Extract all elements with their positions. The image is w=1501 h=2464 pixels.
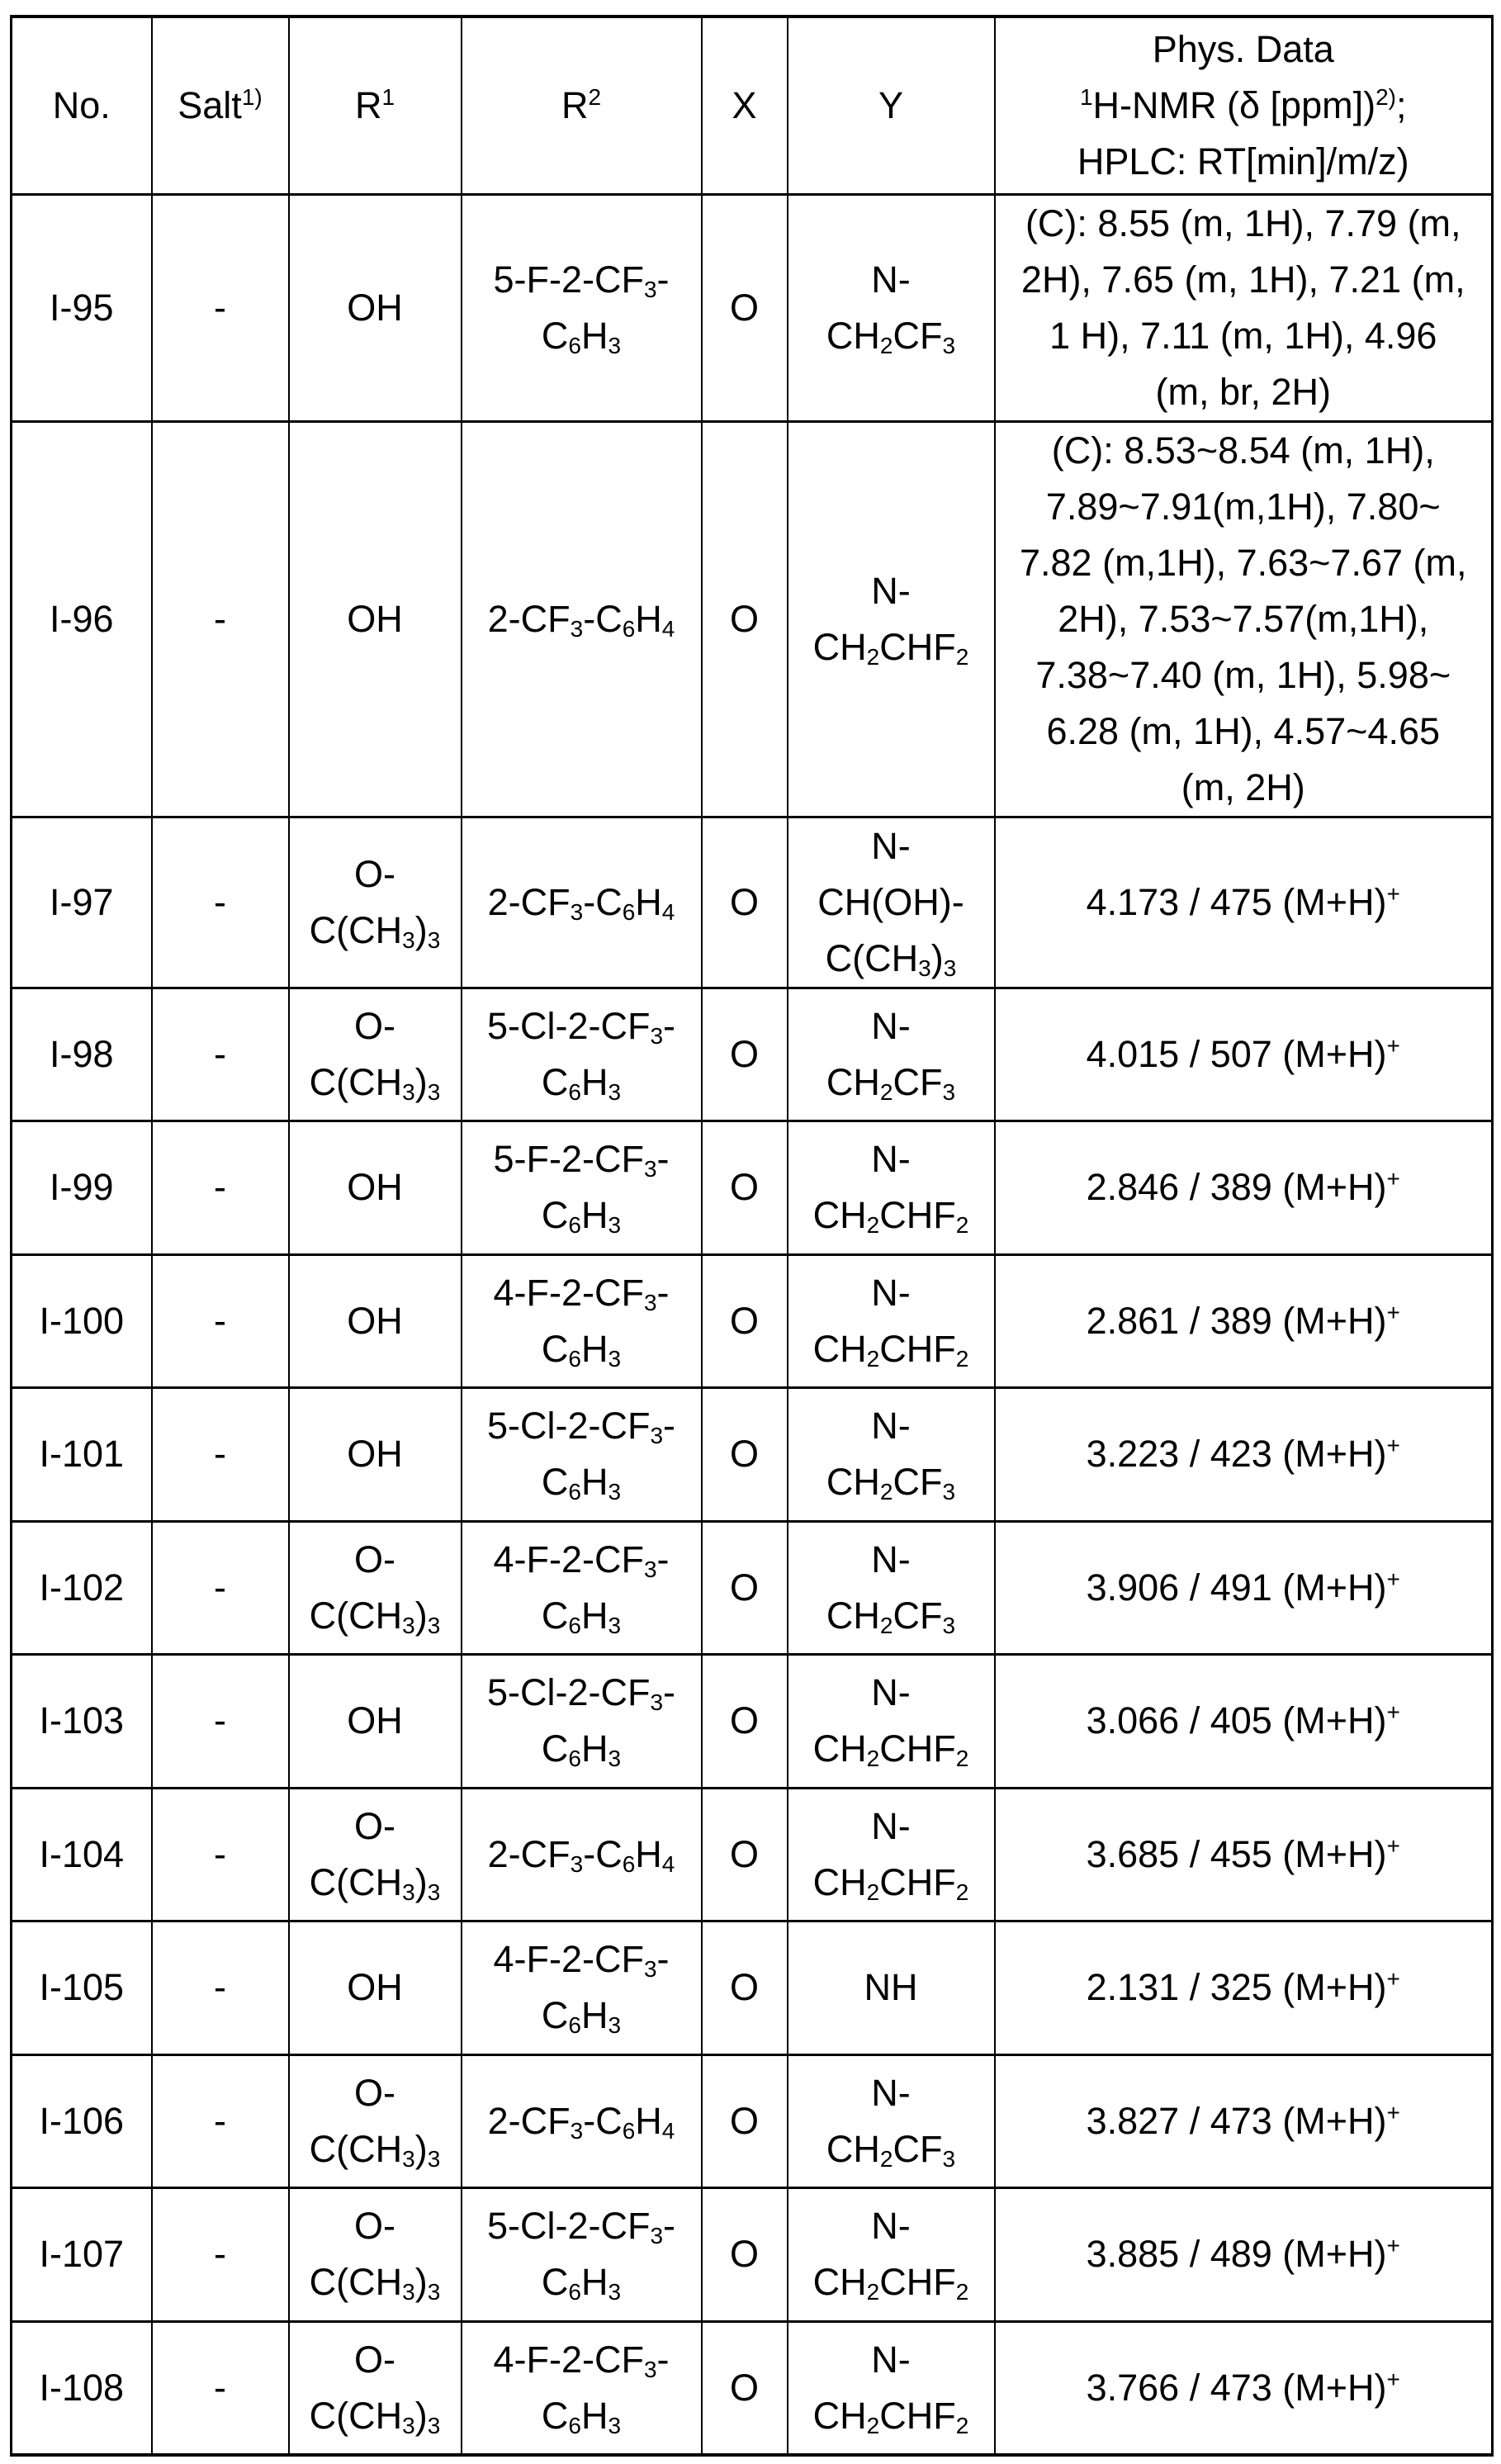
cell-salt [152, 2321, 289, 2455]
cell-text-line: O [729, 2366, 759, 2409]
header-no [12, 17, 152, 194]
cell-text-line: (C): 8.53~8.54 (m, 1H), [1051, 429, 1435, 471]
cell-r2 [462, 2054, 702, 2188]
cell-text-line: $2-CF_3-C_6H_4$ [487, 597, 675, 642]
cell-phys-data [995, 988, 1493, 1121]
cell-text-line: N- [871, 1138, 911, 1181]
cell-text-line: X [732, 83, 757, 126]
cell-text-line: $C(CH_3)_3$ [825, 936, 957, 981]
cell-text-line: O [729, 1433, 759, 1476]
cell-x [702, 1254, 788, 1388]
cell-text-line: $CH_2CHF_2$ [812, 1327, 969, 1372]
cell-r1 [289, 817, 462, 988]
cell-text-line: CH(OH)- [817, 880, 964, 923]
cell-text-line: I-98 [49, 1032, 114, 1075]
cell-text-line: 7.38~7.40 (m, 1H), 5.98~ [1035, 653, 1451, 696]
cell-text-line: HPLC: RT[min]/m/z) [1077, 140, 1409, 182]
cell-text-line: - [214, 2233, 226, 2276]
cell-r1 [289, 421, 462, 817]
table-row [12, 817, 1493, 988]
cell-text-line: $C(CH_3)_3$ [309, 1060, 441, 1105]
cell-r2 [462, 1254, 702, 1388]
cell-text-line: $C(CH_3)_3$ [309, 2127, 441, 2172]
cell-text-line: $C(CH_3)_3$ [309, 908, 441, 953]
cell-text-line: O [729, 286, 759, 329]
cell-text-line: $C_6H_3$ [541, 1994, 622, 2039]
cell-no [12, 1254, 152, 1388]
cell-text-line: $CH_2CHF_2$ [812, 2261, 969, 2305]
cell-salt [152, 1655, 289, 1789]
cell-text-line: N- [871, 824, 911, 867]
cell-r1 [289, 1788, 462, 1921]
cell-text-line: No. [52, 83, 111, 126]
cell-text-line: O [729, 1832, 759, 1875]
cell-text-line: - [214, 2099, 226, 2142]
cell-text-line: OH [347, 1699, 403, 1742]
cell-text-line: $5-Cl-2-CF_3-$ [486, 1405, 676, 1449]
cell-text-line: Phys. Data [1152, 27, 1334, 70]
cell-y [788, 988, 995, 1121]
cell-text-line: - [214, 597, 226, 640]
cell-r2 [462, 2321, 702, 2455]
cell-text-line: I-102 [39, 1566, 125, 1609]
cell-text-line: I-107 [39, 2233, 125, 2276]
cell-text-line: O [729, 1299, 759, 1342]
cell-text-line: O- [354, 2205, 395, 2248]
cell-text-line: 2.846 / 389 (M+H)+ [1086, 1166, 1400, 1209]
table-row [12, 1788, 1493, 1921]
cell-no [12, 2321, 152, 2455]
header-y [788, 17, 995, 194]
cell-r2 [462, 194, 702, 421]
cell-r1 [289, 1121, 462, 1255]
cell-text-line: - [214, 1433, 226, 1476]
cell-salt [152, 1254, 289, 1388]
cell-text-line: 3.906 / 491 (M+H)+ [1086, 1566, 1400, 1609]
table-row [12, 2054, 1493, 2188]
cell-y [788, 1655, 995, 1789]
cell-text-line: $5-Cl-2-CF_3-$ [486, 1004, 676, 1049]
cell-phys-data [995, 1521, 1493, 1655]
cell-text-line: 3.223 / 423 (M+H)+ [1086, 1433, 1400, 1476]
cell-text-line: - [214, 1299, 226, 1342]
header-salt [152, 17, 289, 194]
cell-text-line: I-100 [39, 1299, 125, 1342]
cell-text-line: - [214, 1566, 226, 1609]
cell-r2 [462, 817, 702, 988]
cell-text-line: $C_6H_3$ [541, 1727, 622, 1772]
cell-text-line: OH [347, 1966, 403, 2009]
cell-x [702, 1921, 788, 2055]
cell-salt [152, 817, 289, 988]
cell-x [702, 2054, 788, 2188]
table-row [12, 1921, 1493, 2055]
cell-text-line: N- [871, 1804, 911, 1847]
cell-no [12, 1655, 152, 1789]
cell-text-line: I-95 [49, 286, 114, 329]
cell-text-line: $4-F-2-CF_3-$ [493, 1538, 670, 1582]
cell-text-line: 7.82 (m,1H), 7.63~7.67 (m, [1020, 541, 1467, 584]
cell-x [702, 194, 788, 421]
cell-text-line: I-104 [39, 1832, 125, 1875]
cell-y [788, 1921, 995, 2055]
cell-text-line: - [214, 1832, 226, 1875]
cell-text-line: - [214, 1699, 226, 1742]
cell-phys-data [995, 2054, 1493, 2188]
cell-no [12, 1921, 152, 2055]
cell-salt [152, 194, 289, 421]
cell-text-line: $R^1$ [354, 83, 395, 126]
table-row [12, 2188, 1493, 2322]
cell-text-line: O [729, 1699, 759, 1742]
cell-text-line: - [214, 2366, 226, 2409]
cell-no [12, 988, 152, 1121]
cell-x [702, 1521, 788, 1655]
cell-text-line: 3.766 / 473 (M+H)+ [1086, 2366, 1400, 2409]
cell-phys-data [995, 817, 1493, 988]
cell-text-line: $C_6H_3$ [541, 1327, 622, 1372]
cell-phys-data [995, 2321, 1493, 2455]
cell-salt [152, 1921, 289, 2055]
cell-r2 [462, 1121, 702, 1255]
cell-salt [152, 988, 289, 1121]
cell-no [12, 1388, 152, 1522]
cell-text-line: - [214, 880, 226, 923]
table-row [12, 1655, 1493, 1789]
cell-text-line: O- [354, 1538, 395, 1580]
cell-text-line: O [729, 1032, 759, 1075]
cell-text-line: $CH_2CF_3$ [826, 1060, 956, 1105]
cell-phys-data [995, 421, 1493, 817]
table-row [12, 1388, 1493, 1522]
cell-y [788, 421, 995, 817]
cell-text-line: 4.015 / 507 (M+H)+ [1086, 1032, 1400, 1075]
cell-text-line: $C(CH_3)_3$ [309, 1594, 441, 1638]
cell-no [12, 421, 152, 817]
header-r2 [462, 17, 702, 194]
cell-text-line: OH [347, 597, 403, 640]
cell-phys-data [995, 1788, 1493, 1921]
cell-x [702, 421, 788, 817]
cell-text-line: $5-Cl-2-CF_3-$ [486, 2205, 676, 2249]
cell-text-line: $CH_2CHF_2$ [812, 1194, 969, 1239]
cell-x [702, 2321, 788, 2455]
cell-text-line: NH [864, 1966, 918, 2009]
cell-text-line: Salt$^{1)}$ [178, 83, 263, 126]
cell-text-line: - [214, 1166, 226, 1209]
cell-y [788, 1121, 995, 1255]
cell-text-line: 3.066 / 405 (M+H)+ [1086, 1699, 1400, 1742]
cell-x [702, 2188, 788, 2322]
cell-r1 [289, 1521, 462, 1655]
cell-text-line: $C(CH_3)_3$ [309, 1860, 441, 1905]
cell-text-line: O- [354, 1004, 395, 1047]
cell-no [12, 2188, 152, 2322]
cell-text-line: $CH_2CF_3$ [826, 2127, 956, 2172]
cell-x [702, 1121, 788, 1255]
cell-r1 [289, 988, 462, 1121]
cell-r1 [289, 1921, 462, 2055]
cell-y [788, 1388, 995, 1522]
cell-text-line: $2-CF_3-C_6H_4$ [487, 880, 675, 925]
cell-text-line: $R^2$ [561, 83, 602, 126]
cell-salt [152, 2188, 289, 2322]
cell-phys-data [995, 1121, 1493, 1255]
cell-text-line: OH [347, 286, 403, 329]
cell-x [702, 1388, 788, 1522]
cell-text-line: (m, br, 2H) [1155, 370, 1332, 413]
compound-data-table [10, 15, 1494, 2457]
cell-text-line: $C_6H_3$ [541, 1194, 622, 1239]
cell-no [12, 194, 152, 421]
cell-text-line: $C_6H_3$ [541, 2261, 622, 2305]
cell-r2 [462, 421, 702, 817]
cell-text-line: I-103 [39, 1699, 125, 1742]
cell-text-line: $CH_2CHF_2$ [812, 2394, 969, 2438]
cell-salt [152, 1388, 289, 1522]
cell-text-line: 4.173 / 475 (M+H)+ [1086, 880, 1400, 923]
cell-phys-data [995, 1254, 1493, 1388]
cell-text-line: $4-F-2-CF_3-$ [493, 1271, 670, 1315]
cell-text-line: $5-Cl-2-CF_3-$ [486, 1671, 676, 1716]
cell-salt [152, 2054, 289, 2188]
cell-y [788, 1788, 995, 1921]
cell-y [788, 194, 995, 421]
cell-text-line: O [729, 1966, 759, 2009]
cell-x [702, 1655, 788, 1789]
cell-x [702, 1788, 788, 1921]
cell-text-line: 2H), 7.65 (m, 1H), 7.21 (m, [1020, 258, 1465, 301]
cell-text-line: $C_6H_3$ [541, 1060, 622, 1105]
cell-text-line: - [214, 286, 226, 329]
header-r1 [289, 17, 462, 194]
cell-no [12, 1121, 152, 1255]
cell-text-line: O [729, 2233, 759, 2276]
cell-text-line: O [729, 880, 759, 923]
cell-text-line: - [214, 1032, 226, 1075]
cell-r2 [462, 1788, 702, 1921]
cell-phys-data [995, 1388, 1493, 1522]
cell-text-line: $C(CH_3)_3$ [309, 2261, 441, 2305]
cell-y [788, 1254, 995, 1388]
cell-text-line: I-96 [49, 597, 114, 640]
table-row [12, 1521, 1493, 1655]
cell-text-line: I-108 [39, 2366, 125, 2409]
cell-r2 [462, 1921, 702, 2055]
cell-text-line: I-97 [49, 880, 114, 923]
table-row [12, 2321, 1493, 2455]
table-row [12, 1254, 1493, 1388]
cell-text-line: N- [871, 2071, 911, 2114]
cell-r2 [462, 1521, 702, 1655]
cell-text-line: N- [871, 2205, 911, 2248]
cell-text-line: 3.685 / 455 (M+H)+ [1086, 1832, 1400, 1875]
cell-text-line: 2.131 / 325 (M+H)+ [1086, 1966, 1400, 2009]
cell-text-line: OH [347, 1433, 403, 1476]
header-phys-data [995, 17, 1493, 194]
cell-text-line: $4-F-2-CF_3-$ [493, 1938, 670, 1983]
cell-r1 [289, 1655, 462, 1789]
cell-text-line: N- [871, 1671, 911, 1714]
cell-y [788, 2321, 995, 2455]
cell-text-line: $CH_2CHF_2$ [812, 625, 969, 670]
cell-text-line: 7.89~7.91(m,1H), 7.80~ [1045, 485, 1441, 528]
cell-text-line: N- [871, 1405, 911, 1448]
cell-text-line: O- [354, 2338, 395, 2381]
cell-text-line: O [729, 1566, 759, 1609]
cell-text-line: $2-CF_3-C_6H_4$ [487, 1832, 675, 1877]
cell-no [12, 817, 152, 988]
cell-phys-data [995, 194, 1493, 421]
cell-text-line: $C(CH_3)_3$ [309, 2394, 441, 2438]
cell-text-line: $C_6H_3$ [541, 2394, 622, 2438]
cell-text-line: $C_6H_3$ [541, 1594, 622, 1638]
cell-text-line: $2-CF_3-C_6H_4$ [487, 2099, 675, 2144]
cell-text-line: $CH_2CF_3$ [826, 1461, 956, 1505]
cell-no [12, 1788, 152, 1921]
cell-text-line: N- [871, 1004, 911, 1047]
cell-phys-data [995, 2188, 1493, 2322]
cell-text-line: $CH_2CF_3$ [826, 314, 956, 358]
cell-no [12, 1521, 152, 1655]
cell-text-line: I-106 [39, 2099, 125, 2142]
cell-text-line: I-101 [39, 1433, 125, 1476]
cell-text-line: 2.861 / 389 (M+H)+ [1086, 1299, 1400, 1342]
table-row [12, 1121, 1493, 1255]
cell-text-line: N- [871, 1538, 911, 1580]
cell-text-line: N- [871, 258, 911, 301]
cell-text-line: N- [871, 1271, 911, 1314]
header-x [702, 17, 788, 194]
cell-text-line: Y [878, 83, 903, 126]
cell-text-line: OH [347, 1166, 403, 1209]
cell-text-line: $5-F-2-CF_3-$ [493, 258, 670, 302]
cell-r1 [289, 194, 462, 421]
cell-text-line: - [214, 1966, 226, 2009]
cell-r1 [289, 2054, 462, 2188]
cell-r2 [462, 1655, 702, 1789]
cell-text-line: $CH_2CHF_2$ [812, 1860, 969, 1905]
cell-salt [152, 1121, 289, 1255]
cell-text-line: N- [871, 569, 911, 612]
cell-text-line: $5-F-2-CF_3-$ [493, 1138, 670, 1182]
cell-text-line: 3.827 / 473 (M+H)+ [1086, 2099, 1400, 2142]
cell-no [12, 2054, 152, 2188]
cell-text-line: I-99 [49, 1166, 114, 1209]
table-row [12, 988, 1493, 1121]
cell-text-line: $CH_2CHF_2$ [812, 1727, 969, 1772]
cell-text-line: 1 H), 7.11 (m, 1H), 4.96 [1049, 314, 1437, 357]
cell-text-line: 2H), 7.53~7.57(m,1H), [1058, 597, 1429, 640]
cell-y [788, 817, 995, 988]
table-row [12, 194, 1493, 421]
cell-salt [152, 1788, 289, 1921]
cell-text-line: $C_6H_3$ [541, 314, 622, 358]
cell-phys-data [995, 1921, 1493, 2055]
cell-r2 [462, 2188, 702, 2322]
cell-text-line: (m, 2H) [1181, 765, 1305, 808]
cell-text-line: 3.885 / 489 (M+H)+ [1086, 2233, 1400, 2276]
cell-text-line: O- [354, 1804, 395, 1847]
cell-text-line: OH [347, 1299, 403, 1342]
cell-salt [152, 421, 289, 817]
cell-text-line: $CH_2CF_3$ [826, 1594, 956, 1638]
cell-r1 [289, 2321, 462, 2455]
cell-text-line: N- [871, 2338, 911, 2381]
cell-text-line: (C): 8.55 (m, 1H), 7.79 (m, [1025, 201, 1461, 244]
cell-r1 [289, 1254, 462, 1388]
cell-salt [152, 1521, 289, 1655]
cell-text-line: O [729, 597, 759, 640]
cell-text-line: 6.28 (m, 1H), 4.57~4.65 [1046, 709, 1441, 752]
cell-x [702, 988, 788, 1121]
cell-text-line: $^1$H-NMR (δ [ppm])$^{2)}$; [1079, 83, 1407, 126]
cell-r1 [289, 2188, 462, 2322]
cell-y [788, 1521, 995, 1655]
cell-text-line: I-105 [39, 1966, 125, 2009]
table-row [12, 421, 1493, 817]
cell-text-line: O [729, 2099, 759, 2142]
header-row [12, 17, 1493, 194]
cell-phys-data [995, 1655, 1493, 1789]
cell-text-line: $4-F-2-CF_3-$ [493, 2338, 670, 2382]
cell-text-line: O- [354, 2071, 395, 2114]
cell-r2 [462, 1388, 702, 1522]
cell-r1 [289, 1388, 462, 1522]
cell-text-line: O- [354, 852, 395, 895]
cell-text-line: $C_6H_3$ [541, 1461, 622, 1505]
cell-x [702, 817, 788, 988]
cell-r2 [462, 988, 702, 1121]
cell-y [788, 2188, 995, 2322]
cell-text-line: O [729, 1166, 759, 1209]
cell-y [788, 2054, 995, 2188]
